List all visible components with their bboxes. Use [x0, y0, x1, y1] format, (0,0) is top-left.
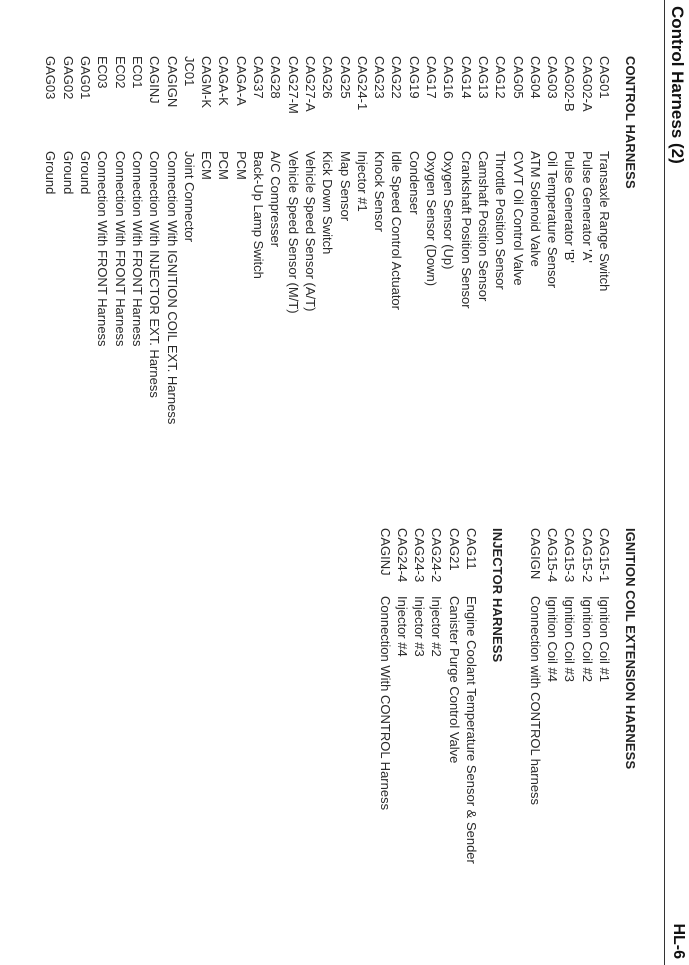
- connector-code: CAG24-2: [429, 528, 445, 583]
- list-item: [336, 56, 353, 222]
- list-item: [129, 56, 146, 347]
- connector-description: Canister Purge Control Valve: [446, 596, 462, 764]
- connector-code: CAGINJ: [147, 56, 163, 104]
- connector-code: CAG15-4: [545, 528, 561, 583]
- connector-code: CAG15-3: [562, 528, 578, 583]
- connector-description: Vehicle Speed Sensor (M/T): [285, 151, 301, 314]
- connector-description: PCM: [233, 151, 249, 180]
- connector-description: Transaxle Range Switch: [597, 151, 612, 292]
- connector-description: Pulse Generator 'A': [579, 151, 595, 263]
- list-item: [354, 56, 371, 212]
- connector-code: CAG24-3: [412, 528, 428, 583]
- connector-code: CAG24-4: [394, 528, 410, 583]
- list-item: [394, 528, 411, 662]
- ignition-coil-extension-harness-list: [527, 528, 613, 806]
- list-item: [596, 528, 613, 769]
- connector-description: Ground: [60, 151, 76, 195]
- connector-code: CAG27-M: [285, 56, 301, 114]
- connector-description: Ignition Coil #4: [545, 596, 561, 682]
- connector-code: CAGM-K: [199, 56, 215, 108]
- connector-description: Throttle Position Sensor: [493, 151, 509, 290]
- list-item: [561, 528, 578, 769]
- list-item: [440, 56, 457, 270]
- injector-harness-heading: INJECTOR HARNESS: [490, 528, 505, 663]
- list-item: [376, 528, 393, 811]
- list-item: [111, 56, 128, 347]
- connector-description: Ground: [43, 151, 59, 195]
- connector-description: Connection With FRONT Harness: [112, 151, 128, 347]
- connector-description: Ground: [78, 151, 94, 195]
- connector-description: Engine Coolant Temperature Sensor & Sender: [464, 596, 479, 864]
- list-item: [267, 56, 284, 248]
- connector-description: Injector #4: [394, 596, 410, 657]
- list-item: [146, 56, 163, 398]
- list-item: [181, 56, 198, 243]
- list-item: [561, 56, 578, 263]
- list-item: [250, 56, 267, 279]
- connector-description: Condenser: [406, 151, 422, 215]
- connector-description: Injector #2: [429, 596, 445, 657]
- page-title: Control Harness (2): [668, 6, 687, 164]
- connector-description: Connection With CONTROL Harness: [377, 596, 393, 811]
- connector-description: Ignition Coil #3: [562, 596, 578, 682]
- ignition-coil-extension-harness-section: [527, 528, 638, 806]
- connector-code: CAG23: [372, 56, 388, 99]
- connector-code: GAG01: [78, 56, 94, 100]
- connector-description: Oxygen Sensor (Down): [424, 151, 440, 287]
- connector-code: CAG02-B: [562, 56, 578, 112]
- connector-code: CAGA-K: [216, 56, 232, 106]
- connector-code: CAG12: [493, 56, 509, 99]
- ignition-coil-extension-harness-heading: IGNITION COIL EXTENSION HARNESS: [623, 528, 638, 770]
- connector-code: CAGA-A: [233, 56, 249, 106]
- connector-description: ATM Solenoid Valve: [527, 151, 543, 267]
- connector-description: Oxygen Sensor (Up): [441, 151, 457, 270]
- list-item: [544, 56, 561, 289]
- connector-description: Crankshaft Position Sensor: [458, 151, 474, 309]
- connector-description: PCM: [216, 151, 232, 180]
- connector-code: JC01: [181, 56, 197, 87]
- list-item: [42, 56, 59, 195]
- list-item: [596, 56, 613, 292]
- connector-code: CAG15-1: [597, 528, 612, 583]
- connector-code: EC03: [95, 56, 111, 89]
- connector-description: Back-Up Lamp Switch: [251, 151, 267, 279]
- connector-code: CAG26: [320, 56, 336, 99]
- page-number: HL-6: [670, 923, 687, 959]
- list-item: [405, 56, 422, 215]
- connector-code: CAG15-2: [579, 528, 595, 583]
- connector-description: Connection With IGNITION COIL EXT. Harness: [164, 151, 180, 425]
- connector-code: CAG37: [251, 56, 267, 99]
- connector-code: CAG25: [337, 56, 353, 99]
- connector-description: A/C Compresser: [268, 151, 284, 248]
- connector-code: EC01: [129, 56, 145, 89]
- connector-code: CAGINJ: [377, 528, 393, 576]
- connector-description: Joint Connector: [181, 151, 197, 243]
- connector-description: Pulse Generator 'B': [562, 151, 578, 263]
- list-item: [457, 56, 474, 309]
- connector-code: CAG24-1: [354, 56, 370, 111]
- list-item: [445, 528, 462, 764]
- list-item: [492, 56, 509, 290]
- connector-description: Connection with CONTROL harness: [527, 596, 543, 806]
- list-item: [578, 56, 595, 263]
- control-harness-heading: CONTROL HARNESS: [623, 56, 638, 189]
- connector-code: CAG22: [389, 56, 405, 99]
- list-item: [527, 56, 544, 267]
- connector-description: Injector #3: [412, 596, 428, 657]
- connector-code: CAG21: [446, 528, 462, 571]
- connector-description: Connection With FRONT Harness: [129, 151, 145, 347]
- connector-code: CAG19: [406, 56, 422, 99]
- connector-description: Knock Sensor: [372, 151, 388, 232]
- connector-code: CAG13: [475, 56, 491, 99]
- connector-description: Oil Temperature Sensor: [545, 151, 561, 289]
- list-item: [302, 56, 319, 312]
- connector-code: CAG01: [597, 56, 612, 99]
- list-item: [527, 528, 544, 806]
- list-item: [284, 56, 301, 314]
- list-item: [198, 56, 215, 189]
- connector-description: Ignition Coil #1: [597, 596, 612, 682]
- connector-code: CAG14: [458, 56, 474, 99]
- list-item: [215, 56, 232, 189]
- connector-code: CAGIGN: [527, 528, 543, 580]
- connector-code: CAG03: [545, 56, 561, 99]
- injector-harness-section: [376, 528, 505, 864]
- control-harness-list: [42, 56, 613, 425]
- connector-code: GAG02: [60, 56, 76, 100]
- list-item: [475, 56, 492, 302]
- injector-harness-list: [376, 528, 480, 864]
- control-harness-section: [42, 56, 638, 425]
- list-item: [428, 528, 445, 662]
- list-item: [371, 56, 388, 232]
- connector-code: CAG27-A: [302, 56, 318, 112]
- connector-description: ECM: [199, 151, 215, 180]
- connector-code: CAG02-A: [579, 56, 595, 112]
- list-item: [578, 528, 595, 769]
- connector-description: CVVT Oil Control Valve: [510, 151, 526, 286]
- connector-code: CAG11: [464, 528, 479, 570]
- connector-code: CAG04: [527, 56, 543, 99]
- header-divider: [664, 0, 665, 965]
- list-item: [60, 56, 77, 195]
- connector-code: GAG03: [43, 56, 59, 100]
- list-item: [423, 56, 440, 287]
- connector-description: Connection With INJECTOR EXT. Harness: [147, 151, 163, 398]
- list-item: [411, 528, 428, 662]
- list-item: [319, 56, 336, 255]
- list-item: [544, 528, 561, 769]
- list-item: [232, 56, 249, 189]
- connector-description: Injector #1: [354, 151, 370, 212]
- connector-description: Ignition Coil #2: [579, 596, 595, 682]
- connector-description: Kick Down Switch: [320, 151, 336, 255]
- connector-code: EC02: [112, 56, 128, 89]
- list-item: [163, 56, 180, 425]
- connector-code: CAG17: [424, 56, 440, 99]
- list-item: [94, 56, 111, 347]
- connector-description: Map Sensor: [337, 151, 353, 222]
- connector-code: CAG05: [510, 56, 526, 99]
- list-item: [77, 56, 94, 195]
- list-item: [509, 56, 526, 286]
- connector-description: Idle Speed Control Actuator: [389, 151, 405, 310]
- connector-code: CAGIGN: [164, 56, 180, 108]
- connector-code: CAG28: [268, 56, 284, 99]
- list-item: [463, 528, 480, 864]
- connector-description: Connection With FRONT Harness: [95, 151, 111, 347]
- connector-description: Vehicle Speed Sensor (A/T): [302, 151, 318, 312]
- connector-code: CAG16: [441, 56, 457, 99]
- connector-description: Camshaft Position Sensor: [475, 151, 491, 302]
- list-item: [388, 56, 405, 310]
